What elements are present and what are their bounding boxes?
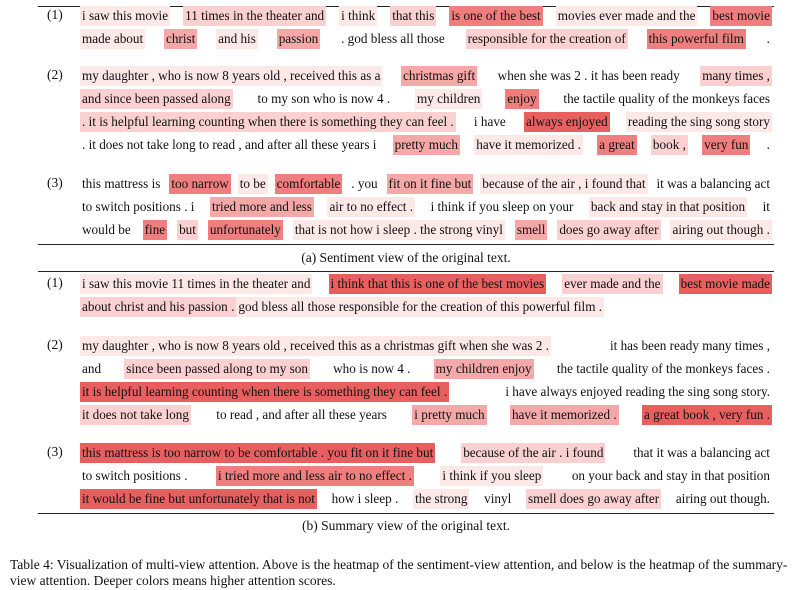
attention-segment: enjoy bbox=[505, 89, 538, 109]
attention-segment: because of the air , i found that bbox=[480, 174, 647, 194]
summary-example-number: (1) bbox=[47, 275, 63, 290]
attention-segment: have it memorized . bbox=[474, 135, 583, 155]
table-caption: Table 4: Visualization of multi-view attention. Above is the heatmap of the sentiment-view attention, and below is the heatmap of the summary-view attention. Deeper colors means higher attention scores. bbox=[10, 557, 788, 588]
sentiment-view-caption: (a) Sentiment view of the original text. bbox=[301, 250, 511, 265]
attention-segment: book , bbox=[651, 135, 688, 155]
summary-text-line bbox=[80, 358, 772, 380]
sentiment-bottom-rule bbox=[38, 244, 774, 245]
sentiment-text-line bbox=[80, 65, 772, 87]
attention-segment: would be bbox=[80, 220, 133, 240]
summary-text-line bbox=[80, 465, 772, 487]
attention-segment: unfortunately bbox=[208, 220, 283, 240]
sentiment-text-line bbox=[80, 5, 772, 27]
attention-segment: tried more and less bbox=[210, 197, 314, 217]
attention-segment: reading the sing song story bbox=[626, 112, 772, 132]
attention-segment: to read , and after all these years bbox=[214, 405, 389, 425]
attention-segment: it bbox=[761, 197, 772, 217]
attention-segment: smell does go away after bbox=[526, 489, 661, 509]
sentiment-text-line bbox=[80, 134, 772, 156]
summary-text-line bbox=[80, 381, 772, 403]
summary-bottom-rule bbox=[38, 513, 774, 514]
attention-segment: because of the air . i found bbox=[461, 443, 605, 463]
attention-segment: i pretty much bbox=[412, 405, 486, 425]
attention-segment: too narrow bbox=[169, 174, 231, 194]
attention-segment: i think if you sleep bbox=[440, 466, 543, 486]
attention-segment: vinyl bbox=[482, 489, 513, 509]
summary-text-line bbox=[80, 273, 772, 295]
attention-segment: very fun bbox=[702, 135, 750, 155]
attention-segment: pretty much bbox=[393, 135, 460, 155]
attention-segment: comfortable bbox=[275, 174, 343, 194]
attention-segment: the tactile quality of the monkeys faces bbox=[561, 89, 772, 109]
attention-segment: it was a balancing act bbox=[654, 174, 772, 194]
attention-segment: i have bbox=[472, 112, 508, 132]
attention-segment: to my son who is now 4 . bbox=[256, 89, 393, 109]
attention-segment: . bbox=[765, 29, 772, 49]
summary-example-number: (3) bbox=[47, 444, 63, 459]
attention-segment: a great bbox=[597, 135, 637, 155]
attention-segment: god bless all those responsible for the creation of this powerful film . bbox=[236, 297, 604, 317]
attention-segment: christ bbox=[164, 29, 197, 49]
attention-segment: passion bbox=[277, 29, 321, 49]
attention-segment: the strong bbox=[413, 489, 469, 509]
attention-segment: airing out though. bbox=[674, 489, 772, 509]
attention-segment: best movie bbox=[710, 6, 772, 26]
attention-segment: i think bbox=[339, 6, 377, 26]
attention-segment: a great book , very fun . bbox=[642, 405, 772, 425]
attention-segment: best movie made bbox=[679, 274, 772, 294]
attention-segment: and since been passed along bbox=[80, 89, 233, 109]
attention-segment: i think that this is one of the best movies bbox=[329, 274, 547, 294]
attention-segment: that is not how i sleep . the strong vinyl bbox=[293, 220, 505, 240]
attention-segment: to switch positions . i bbox=[80, 197, 196, 217]
attention-segment: have it memorized . bbox=[510, 405, 619, 425]
attention-segment: my daughter , who is now 8 years old , received this as a christmas gift when she was 2 . bbox=[80, 336, 551, 356]
attention-segment: that it was a balancing act bbox=[631, 443, 772, 463]
attention-segment: . it does not take long to read , and after all these years i bbox=[80, 135, 378, 155]
attention-segment: many times , bbox=[700, 66, 772, 86]
attention-segment: i saw this movie 11 times in the theater and bbox=[80, 274, 312, 294]
attention-segment: how i sleep . bbox=[330, 489, 401, 509]
attention-segment: it has been ready many times , bbox=[608, 336, 772, 356]
attention-segment: about christ and his passion . bbox=[80, 297, 236, 317]
attention-segment: . god bless all those bbox=[339, 29, 447, 49]
attention-segment: is one of the best bbox=[449, 6, 542, 26]
attention-segment: ever made and the bbox=[562, 274, 662, 294]
attention-segment: 11 times in the theater and bbox=[183, 6, 326, 26]
attention-segment: my daughter , who is now 8 years old , received this as a bbox=[80, 66, 382, 86]
attention-segment: fine bbox=[143, 220, 168, 240]
attention-segment: i saw this movie bbox=[80, 6, 170, 26]
sentiment-text-line bbox=[80, 88, 772, 110]
attention-segment: and his bbox=[216, 29, 258, 49]
attention-segment: i think if you sleep on your bbox=[429, 197, 576, 217]
summary-text-line bbox=[80, 335, 772, 357]
attention-segment: always enjoyed bbox=[524, 112, 610, 132]
attention-segment: back and stay in that position bbox=[589, 197, 747, 217]
attention-segment: and bbox=[80, 359, 103, 379]
attention-segment: air to no effect . bbox=[327, 197, 415, 217]
attention-segment: that this bbox=[390, 6, 436, 26]
summary-text-line bbox=[80, 442, 772, 464]
attention-segment: i have always enjoyed reading the sing song story. bbox=[503, 382, 772, 402]
sentiment-text-line bbox=[80, 28, 772, 50]
attention-segment: when she was 2 . it has been ready bbox=[496, 66, 682, 86]
attention-segment: . bbox=[765, 135, 772, 155]
attention-segment: the tactile quality of the monkeys faces . bbox=[555, 359, 772, 379]
sentiment-example-number: (2) bbox=[47, 67, 63, 82]
sentiment-text-line bbox=[80, 219, 772, 241]
summary-text-line bbox=[80, 488, 772, 510]
attention-segment: since been passed along to my son bbox=[124, 359, 310, 379]
attention-segment: does go away after bbox=[557, 220, 660, 240]
attention-segment: this powerful film bbox=[647, 29, 746, 49]
attention-segment: to be bbox=[238, 174, 268, 194]
attention-segment: christmas gift bbox=[401, 66, 477, 86]
attention-segment: responsible for the creation of bbox=[466, 29, 628, 49]
attention-segment: who is now 4 . bbox=[331, 359, 412, 379]
sentiment-text-line bbox=[80, 196, 772, 218]
attention-segment: i tried more and less air to no effect . bbox=[216, 466, 414, 486]
attention-segment: made about bbox=[80, 29, 145, 49]
attention-segment: it does not take long bbox=[80, 405, 191, 425]
attention-segment: this mattress is bbox=[80, 174, 162, 194]
attention-segment: it would be fine but unfortunately that is not bbox=[80, 489, 317, 509]
attention-segment: my children bbox=[415, 89, 482, 109]
summary-text-line bbox=[80, 404, 772, 426]
summary-text-line bbox=[80, 296, 772, 318]
sentiment-text-line bbox=[80, 173, 772, 195]
sentiment-example-number: (3) bbox=[47, 175, 63, 190]
attention-segment: smell bbox=[515, 220, 548, 240]
attention-segment: this mattress is too narrow to be comfortable . you fit on it fine but bbox=[80, 443, 435, 463]
sentiment-example-number: (1) bbox=[47, 7, 63, 22]
summary-top-rule bbox=[38, 271, 774, 272]
attention-segment: . it is helpful learning counting when there is something they can feel . bbox=[80, 112, 456, 132]
attention-segment: . you bbox=[349, 174, 379, 194]
attention-segment: movies ever made and the bbox=[556, 6, 698, 26]
attention-segment: my children enjoy bbox=[434, 359, 534, 379]
attention-segment: on your back and stay in that position bbox=[570, 466, 772, 486]
attention-segment: to switch positions . bbox=[80, 466, 190, 486]
attention-segment: fit on it fine but bbox=[387, 174, 474, 194]
attention-segment: but bbox=[177, 220, 198, 240]
attention-segment: it is helpful learning counting when there is something they can feel . bbox=[80, 382, 449, 402]
sentiment-text-line bbox=[80, 111, 772, 133]
attention-segment: airing out though . bbox=[670, 220, 771, 240]
summary-view-caption: (b) Summary view of the original text. bbox=[301, 518, 511, 533]
summary-example-number: (2) bbox=[47, 337, 63, 352]
